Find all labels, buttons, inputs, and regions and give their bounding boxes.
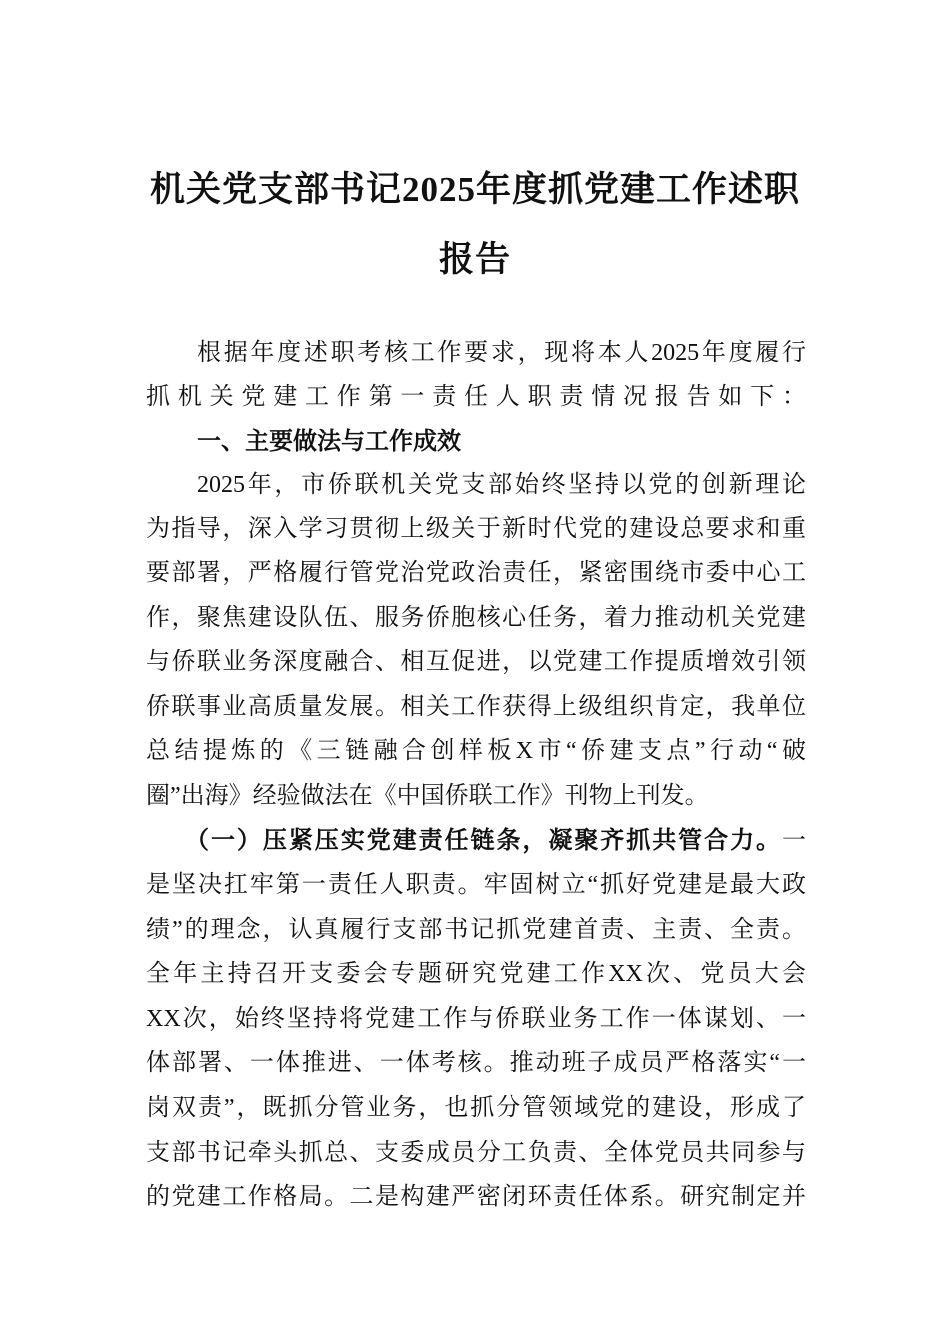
text-line-content: 为指导，深入学习贯彻上级关于新时代党的建设总要求和重	[146, 516, 806, 542]
text-line-content: 一	[782, 828, 806, 854]
text-line-content: 2025年，市侨联机关党支部始终坚持以党的创新理论	[197, 472, 806, 498]
text-line-content: 圈”出海》经验做法在《中国侨联工作》刊物上刊发。	[146, 783, 709, 809]
text-line	[146, 558, 806, 588]
text-line-content: 与侨联业务深度融合、相互促进，以党建工作提质增效引领	[146, 649, 806, 675]
text-line	[146, 1004, 806, 1034]
text-line	[197, 338, 806, 368]
text-line	[146, 1182, 806, 1212]
text-line	[146, 1048, 806, 1078]
subsection-heading: （一）压紧压实党建责任链条，凝聚齐抓共管合力。	[185, 828, 782, 854]
text-line	[146, 514, 806, 544]
section-heading	[197, 426, 806, 456]
text-line-content: 总结提炼的《三链融合创样板X市“侨建支点”行动“破	[146, 738, 806, 764]
text-line	[146, 692, 806, 722]
text-line-content: 侨联事业高质量发展。相关工作获得上级组织肯定，我单位	[146, 694, 806, 720]
text-line-content: 是坚决扛牢第一责任人职责。牢固树立“抓好党建是最大政	[146, 872, 806, 898]
text-line-content: 根据年度述职考核工作要求，现将本人2025年度履行	[197, 340, 806, 366]
text-line	[146, 647, 806, 677]
text-line-content: 要部署，严格履行管党治党政治责任，紧密围绕市委中心工	[146, 560, 806, 586]
text-line-content: 抓机关党建工作第一责任人职责情况报告如下：	[146, 384, 806, 410]
text-line	[146, 1093, 806, 1123]
text-line-content: 的党建工作格局。二是构建严密闭环责任体系。研究制定并	[146, 1184, 806, 1210]
text-line	[146, 382, 806, 412]
text-line-content: 作，聚焦建设队伍、服务侨胞核心任务，着力推动机关党建	[146, 605, 806, 631]
text-line-content: 全年主持召开支委会专题研究党建工作XX次、党员大会	[146, 961, 806, 987]
text-line-content: 一、主要做法与工作成效	[197, 427, 461, 455]
text-line	[146, 959, 806, 989]
text-line	[146, 915, 806, 945]
text-line-content: 岗双责”，既抓分管业务，也抓分管领域党的建设，形成了	[146, 1095, 806, 1121]
text-line-content: XX次，始终坚持将党建工作与侨联业务工作一体谋划、一	[146, 1006, 806, 1032]
text-line	[146, 870, 806, 900]
text-line-content: 体部署、一体推进、一体考核。推动班子成员严格落实“一	[146, 1050, 806, 1076]
text-line	[146, 603, 806, 633]
text-line	[146, 1138, 806, 1168]
document-title-line-2: 报告	[438, 240, 511, 279]
text-line-content: 绩”的理念，认真履行支部书记抓党建首责、主责、全责。	[146, 917, 806, 943]
text-line	[146, 781, 806, 811]
text-line	[197, 470, 806, 500]
text-line-content: 支部书记牵头抓总、支委成员分工负责、全体党员共同参与	[146, 1140, 806, 1166]
document-title-line-1: 机关党支部书记2025年度抓党建工作述职	[149, 170, 800, 209]
text-line	[146, 736, 806, 766]
text-line	[185, 826, 806, 856]
